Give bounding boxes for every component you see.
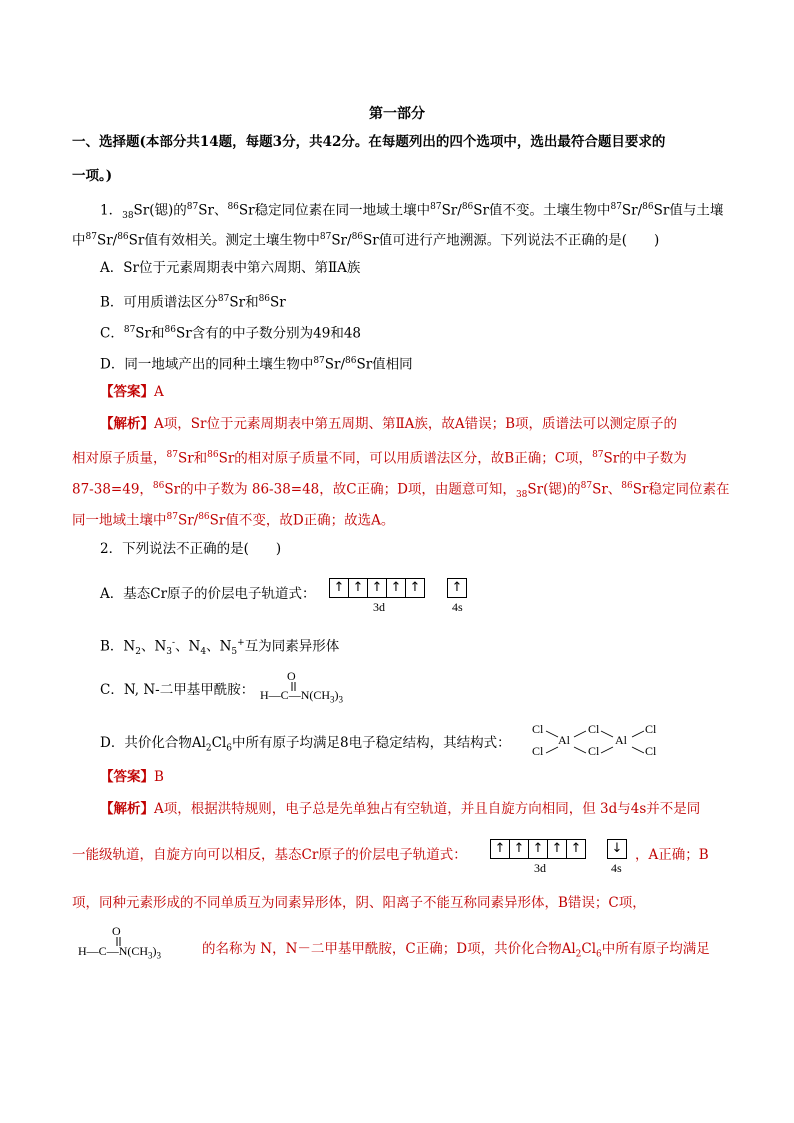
analysis-orbital-4s: ↓ xyxy=(607,839,626,859)
orbital-label-4s: 4s xyxy=(452,600,463,614)
al2cl6-cl-4: Cl xyxy=(645,744,657,758)
al2cl6-cl-3: Cl xyxy=(645,722,657,736)
q2-analysis-line-4: 的名称为 N，N－二甲基甲酰胺，C正确；D项，共价化合物$Al_2Cl_6$中所有原子均满足 xyxy=(202,941,710,960)
al2cl6-cl-bridge-1: Cl xyxy=(588,722,600,736)
orbital-label-3d: 3d xyxy=(373,600,385,614)
q2-analysis-line-2: 一能级轨道，自旋方向可以相反，基态Cr原子的价层电子轨道式： xyxy=(72,847,467,863)
q2-answer: 【答案】B xyxy=(100,769,164,785)
q1-option-a: A．Sr位于元素周期表中第六周期、第ⅡA族 xyxy=(100,260,361,276)
analysis-formula-amide: $H—C—N(CH_3)_3$ xyxy=(78,944,162,961)
q2-option-a: A．基态Cr原子的价层电子轨道式： xyxy=(100,586,316,602)
q1-option-c: C．$^{87}$Sr和$^{86}$Sr含有的中子数分别为49和48 xyxy=(100,325,362,342)
al2cl6-al-2: Al xyxy=(615,733,627,747)
q1-analysis-line-2: 相对原子质量，$^{87}$Sr和$^{86}$Sr的相对原子质量不同，可以用质谱法区分，故B正确；C项，$^{87}$Sr的中子数为 xyxy=(72,450,687,467)
q2-stem: 2．下列说法不正确的是( ) xyxy=(100,541,282,557)
al2cl6-cl-2: Cl xyxy=(532,744,544,758)
q2-option-d: D．共价化合物$Al_2Cl_6$中所有原子均满足8电子稳定结构，其结构式： xyxy=(100,735,511,754)
q2-analysis-line-1: 【解析】A项，根据洪特规则，电子总是先单独占有空轨道，并且自旋方向相同，但 3d与4s并不是同 xyxy=(100,801,701,817)
q1-option-b: B．可用质谱法区分$^{87}$Sr和$^{86}$Sr xyxy=(100,294,286,311)
orbital-diagram-4s: ↑ xyxy=(447,578,466,598)
formula-amide: $H—C—N(CH_3)_3$ xyxy=(260,688,344,705)
q1-analysis-line-3: 87-38=49，$^{86}$Sr的中子数为 86-38=48，故C正确；D项，由题意可知，$_{38}$Sr(锶)的$^{87}$Sr、$^{86}$Sr稳定同位素在 xyxy=(72,481,730,501)
q1-analysis-line-1: 【解析】A项，Sr位于元素周期表中第五周期、第ⅡA族，故A错误；B项，质谱法可以测定原子的 xyxy=(100,416,678,432)
intro-line-1: 一、选择题(本部分共14题，每题3分，共42分。在每题列出的四个选项中，选出最符合题目要求的 xyxy=(72,134,666,150)
q1-stem-line-1: 1．$_{38}$Sr(锶)的$^{87}$Sr、$^{86}$Sr稳定同位素在同一地域土壤中$^{87}$Sr/$^{86}$Sr值不变。土壤生物中$^{87}$Sr/$^{86}$Sr值与土壤 xyxy=(100,202,724,222)
analysis-orbital-label-4s: 4s xyxy=(611,861,622,875)
analysis-orbital-label-3d: 3d xyxy=(534,861,546,875)
al2cl6-cl-bridge-2: Cl xyxy=(588,744,600,758)
analysis-formula-o: O xyxy=(112,924,121,938)
q2-analysis-line-2-end: ，A正确；B xyxy=(635,847,709,863)
orbital-diagram-3d: ↑ ↑ ↑ ↑ ↑ xyxy=(329,578,424,598)
al2cl6-bonds xyxy=(540,724,660,760)
q1-stem-line-2: 中$^{87}$Sr/$^{86}$Sr值有效相关。测定土壤生物中$^{87}$Sr/$^{86}$Sr值可进行产地溯源。下列说法不正确的是( ) xyxy=(72,232,660,249)
section-title: 第一部分 xyxy=(369,106,425,122)
analysis-orbital-3d: ↑ ↑ ↑ ↑ ↑ xyxy=(490,839,585,859)
al2cl6-cl-1: Cl xyxy=(532,722,544,736)
intro-line-2: 一项。) xyxy=(72,168,113,184)
al2cl6-al-1: Al xyxy=(558,733,570,747)
q2-option-b: B．$N_2$、$N_3^-$、$N_4$、$N_5^+$互为同素异形体 xyxy=(100,638,340,658)
q1-answer: 【答案】A xyxy=(100,384,164,400)
formula-carbonyl-o: O xyxy=(287,669,296,683)
q2-option-c: C．N, N-二甲基甲酰胺： xyxy=(100,682,255,698)
q1-analysis-line-4: 同一地域土壤中$^{87}$Sr/$^{86}$Sr值不变，故D正确；故选A。 xyxy=(72,512,395,529)
q1-option-d: D．同一地域产出的同种土壤生物中$^{87}$Sr/$^{86}$Sr值相同 xyxy=(100,356,413,373)
q2-analysis-line-3: 项，同种元素形成的不同单质互为同素异形体，阴、阳离子不能互称同素异形体，B错误；C项， xyxy=(72,895,646,911)
